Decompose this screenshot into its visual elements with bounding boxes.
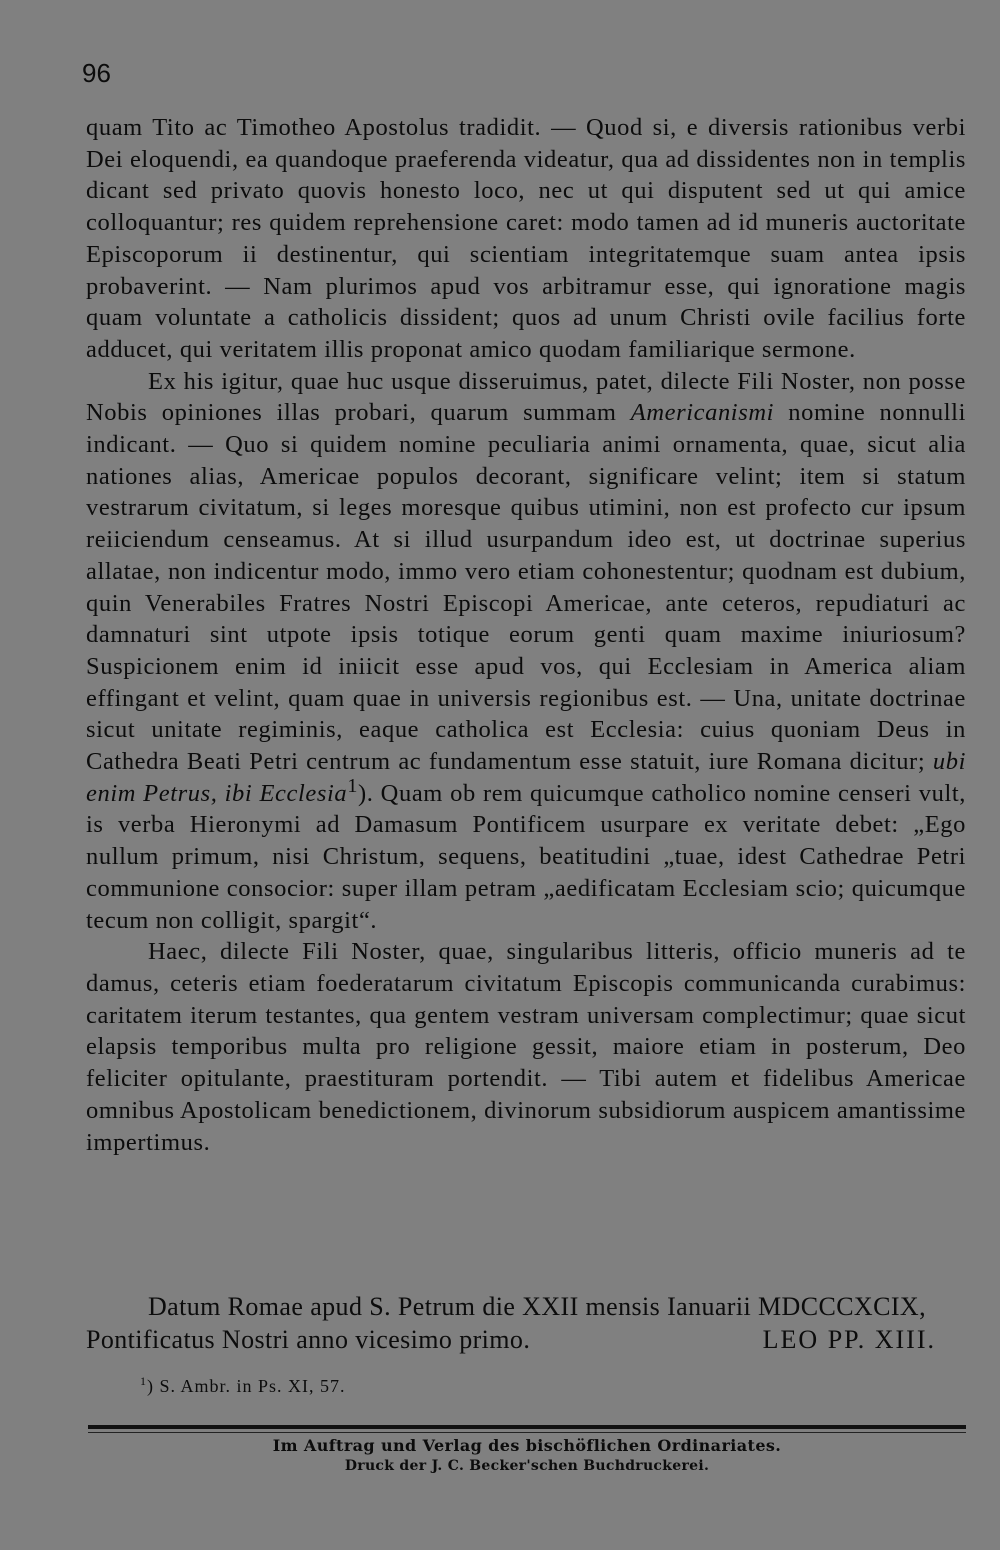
footnote-text: ) S. Ambr. in Ps. XI, 57.	[147, 1376, 346, 1396]
pontificate-year: Pontificatus Nostri anno vicesimo primo.	[86, 1325, 531, 1354]
footer-rule-thin	[88, 1432, 966, 1433]
closing-block	[86, 1290, 966, 1356]
pontificate-line	[86, 1323, 966, 1356]
footnote-reference: 1	[347, 774, 359, 797]
imprint-line-1: Im Auftrag und Verlag des bischöflichen Ordinariates.	[272, 1436, 782, 1455]
footnote	[140, 1376, 346, 1397]
paragraph-2-part-3: ). Quam ob rem quicumque catholico nomine censeri vult, is verba Hieronymi ad Damasum Pontificem usurpare ex veritate debet: „Ego nullum primum, nisi Christum, sequens, beatitudini „tuae, idest Cathedrae Petri communione consocior: super illam petram „aedificatam Ecclesiam scio; quicumque tecum non colligit, spargit“.	[86, 779, 966, 934]
papal-signature: LEO PP. XIII.	[762, 1325, 936, 1354]
footnote-mark: 1	[140, 1374, 147, 1388]
americanismi-term: Americanismi	[630, 399, 775, 427]
paragraph-2	[86, 366, 966, 937]
paragraph-2-part-2: nomine nonnulli indicant. — Quo si quidem nomine peculiaria animi ornamenta, quae, sicut alia nationes alias, Americae populos decorant, significare velint; item si statum vestrarum civitatum, si leges moresque quibus utimini, non est profecto cur ipsum reiiciendum censeamus. At si illud usurpandum ideo est, ut doctrinae superius allatae, non indicentur modo, immo vero etiam cohonestentur; quodnam est dubium, quin Venerabiles Fratres Nostri Episcopi Americae, ante ceteros, repudiaturi ac damnaturi sint utpote ipsis totique eorum genti quam maxime iniuriosum? Suspicionem enim id iniicit esse apud vos, qui Ecclesiam in America aliam effingant et velint, quam quae in universis regionibus est. — Una, unitate doctrinae sicut unitate regiminis, eaque catholica est Ecclesia: cuius quoniam Deus in Cathedra Beati Petri centrum ac fundamentum esse statuit, iure Romana dicitur;	[86, 399, 966, 776]
imprint-line-2: Druck der J. C. Becker'schen Buchdruckerei.	[344, 1458, 710, 1474]
body-text	[86, 112, 966, 1158]
footer-rule-thick	[88, 1425, 966, 1429]
dating-line: Datum Romae apud S. Petrum die XXII mensis Ianuarii MDCCCXCIX,	[148, 1292, 926, 1321]
page-number: 96	[82, 58, 111, 88]
paragraph-1: quam Tito ac Timotheo Apostolus tradidit. — Quod si, e diversis rationibus verbi Dei eloquendi, ea quandoque praeferenda videatur, qua ad dissidentes non in templis dicant sed privato quovis honesto loco, nec ut qui disputent sed ut qui amice colloquantur; res quidem reprehensione caret: modo tamen ad id muneris auctoritate Episcoporum ii destinentur, qui scientiam integritatemque suam antea ipsis probaverint. — Nam plurimos apud vos arbitramur esse, qui ignoratione magis quam voluntate a catholicis dissident; quos ad unum Christi ovile facilius forte adducet, qui veritatem illis proponat amico quodam familiarique sermone.	[86, 114, 966, 363]
paragraph-3: Haec, dilecte Fili Noster, quae, singularibus litteris, officio muneris ad te damus, ceteris etiam foederatarum civitatum Episcopis communicanda curabimus: caritatem iterum testantes, qua gentem vestram universam complectimur; quae sicut elapsis temporibus multa pro religione gessit, maiore etiam in posterum, Deo feliciter opitulante, praestituram portendit. — Tibi autem et fidelibus Americae omnibus Apostolicam benedictionem, divinorum subsidiorum auspicem amantissime impertimus.	[86, 938, 966, 1156]
paragraph-2-part-1: Ex his igitur, quae huc usque disseruimus, patet, dilecte Fili Noster, non posse Nobis opiniones illas probari, quarum summam	[86, 367, 966, 427]
ubi-petrus-quote: ubi enim Petrus, ibi Ecclesia	[86, 748, 966, 807]
